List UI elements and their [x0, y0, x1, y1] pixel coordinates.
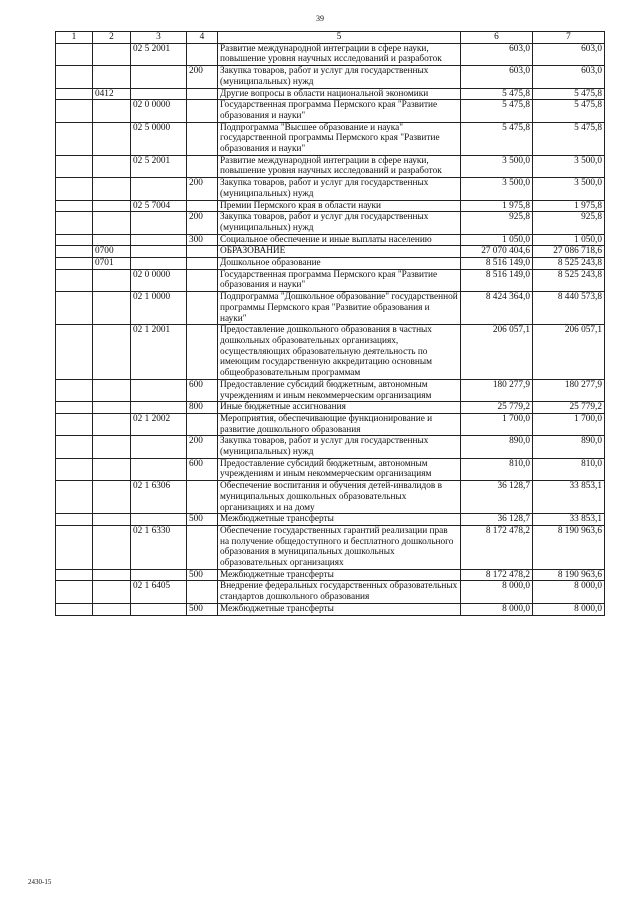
cell-subsection	[93, 458, 131, 480]
cell-target-code	[131, 66, 187, 88]
cell-amount-year-2: 1 050,0	[533, 234, 605, 246]
cell-amount-year-1: 5 475,8	[461, 88, 533, 100]
cell-amount-year-2: 8 000,0	[533, 581, 605, 603]
cell-amount-year-2: 603,0	[533, 66, 605, 88]
cell-subsection: 0701	[93, 258, 131, 270]
cell-section	[56, 525, 93, 569]
cell-amount-year-2: 5 475,8	[533, 100, 605, 122]
cell-expense-type	[187, 413, 218, 435]
header-col-3: 3	[131, 32, 187, 44]
cell-description: Социальное обеспечение и иные выплаты населению	[218, 234, 461, 246]
cell-target-code	[131, 178, 187, 200]
cell-description: Премии Пермского края в области науки	[218, 200, 461, 212]
cell-amount-year-1: 8 172 478,2	[461, 569, 533, 581]
cell-amount-year-2: 8 190 963,6	[533, 569, 605, 581]
cell-amount-year-2: 1 975,8	[533, 200, 605, 212]
table-row	[56, 269, 605, 291]
cell-expense-type	[187, 525, 218, 569]
table-row	[56, 481, 605, 514]
cell-expense-type	[187, 155, 218, 177]
table-row	[56, 525, 605, 569]
cell-subsection	[93, 155, 131, 177]
table-row	[56, 212, 605, 234]
cell-expense-type: 200	[187, 178, 218, 200]
cell-subsection	[93, 122, 131, 155]
table-row	[56, 413, 605, 435]
cell-section	[56, 402, 93, 414]
cell-target-code: 02 1 6330	[131, 525, 187, 569]
cell-amount-year-1: 5 475,8	[461, 122, 533, 155]
table-row	[56, 458, 605, 480]
cell-subsection	[93, 325, 131, 380]
cell-section	[56, 100, 93, 122]
cell-subsection	[93, 43, 131, 65]
cell-subsection	[93, 569, 131, 581]
cell-amount-year-2: 5 475,8	[533, 88, 605, 100]
cell-amount-year-1: 180 277,9	[461, 379, 533, 401]
cell-section	[56, 514, 93, 526]
cell-amount-year-2: 810,0	[533, 458, 605, 480]
cell-amount-year-1: 36 128,7	[461, 481, 533, 514]
cell-description: Закупка товаров, работ и услуг для государственных (муниципальных) нужд	[218, 178, 461, 200]
cell-amount-year-1: 1 700,0	[461, 413, 533, 435]
cell-section	[56, 246, 93, 258]
cell-subsection	[93, 402, 131, 414]
cell-expense-type: 200	[187, 212, 218, 234]
table-row	[56, 200, 605, 212]
cell-amount-year-2: 33 853,1	[533, 481, 605, 514]
cell-amount-year-1: 8 172 478,2	[461, 525, 533, 569]
cell-subsection	[93, 603, 131, 615]
cell-description: Предоставление субсидий бюджетным, автономным учреждениям и иным некоммерческим организациям	[218, 458, 461, 480]
page-number: 39	[316, 14, 324, 23]
cell-expense-type: 600	[187, 379, 218, 401]
cell-amount-year-2: 180 277,9	[533, 379, 605, 401]
cell-description: Межбюджетные трансферты	[218, 603, 461, 615]
cell-section	[56, 258, 93, 270]
cell-amount-year-1: 206 057,1	[461, 325, 533, 380]
table-row	[56, 234, 605, 246]
cell-subsection	[93, 514, 131, 526]
cell-description: Межбюджетные трансферты	[218, 569, 461, 581]
cell-section	[56, 200, 93, 212]
cell-description: Предоставление субсидий бюджетным, автономным учреждениям и иным некоммерческим организациям	[218, 379, 461, 401]
cell-description: Развитие международной интеграции в сфере науки, повышение уровня научных исследований и разработок	[218, 155, 461, 177]
cell-amount-year-2: 33 853,1	[533, 514, 605, 526]
cell-amount-year-2: 925,8	[533, 212, 605, 234]
cell-subsection: 0412	[93, 88, 131, 100]
cell-expense-type	[187, 88, 218, 100]
cell-expense-type	[187, 581, 218, 603]
cell-expense-type	[187, 258, 218, 270]
cell-description: Внедрение федеральных государственных образовательных стандартов дошкольного образования	[218, 581, 461, 603]
table-row	[56, 603, 605, 615]
cell-expense-type: 500	[187, 603, 218, 615]
cell-section	[56, 436, 93, 458]
cell-target-code: 02 1 6405	[131, 581, 187, 603]
cell-amount-year-1: 8 424 364,0	[461, 292, 533, 325]
cell-expense-type	[187, 269, 218, 291]
cell-subsection	[93, 178, 131, 200]
header-col-4: 4	[187, 32, 218, 44]
header-col-7: 7	[533, 32, 605, 44]
cell-amount-year-2: 27 086 718,6	[533, 246, 605, 258]
cell-target-code	[131, 514, 187, 526]
cell-section	[56, 292, 93, 325]
cell-amount-year-1: 5 475,8	[461, 100, 533, 122]
cell-expense-type: 500	[187, 514, 218, 526]
cell-amount-year-2: 3 500,0	[533, 178, 605, 200]
cell-subsection	[93, 481, 131, 514]
cell-subsection: 0700	[93, 246, 131, 258]
cell-subsection	[93, 436, 131, 458]
cell-description: Предоставление дошкольного образования в частных дошкольных образовательных организациях, осуществляющих образовательную деятельность по имеющим государственную аккредитацию основным общеобразовательным программам	[218, 325, 461, 380]
table-body	[56, 43, 605, 615]
cell-expense-type: 600	[187, 458, 218, 480]
cell-target-code	[131, 569, 187, 581]
cell-amount-year-1: 603,0	[461, 43, 533, 65]
cell-amount-year-1: 8 000,0	[461, 603, 533, 615]
cell-amount-year-1: 8 000,0	[461, 581, 533, 603]
cell-section	[56, 43, 93, 65]
cell-description: Государственная программа Пермского края "Развитие образования и науки"	[218, 100, 461, 122]
header-col-5: 5	[218, 32, 461, 44]
cell-target-code: 02 1 2002	[131, 413, 187, 435]
table-row	[56, 155, 605, 177]
cell-amount-year-1: 25 779,2	[461, 402, 533, 414]
table-header-row	[56, 32, 605, 44]
table-row	[56, 514, 605, 526]
cell-amount-year-1: 3 500,0	[461, 155, 533, 177]
cell-expense-type	[187, 100, 218, 122]
cell-description: Другие вопросы в области национальной экономики	[218, 88, 461, 100]
document-code: 2430-15	[28, 878, 52, 886]
cell-amount-year-2: 3 500,0	[533, 155, 605, 177]
cell-section	[56, 88, 93, 100]
cell-section	[56, 269, 93, 291]
cell-description: Закупка товаров, работ и услуг для государственных (муниципальных) нужд	[218, 212, 461, 234]
cell-amount-year-2: 890,0	[533, 436, 605, 458]
cell-subsection	[93, 581, 131, 603]
cell-description: Межбюджетные трансферты	[218, 514, 461, 526]
cell-section	[56, 178, 93, 200]
cell-description: Иные бюджетные ассигнования	[218, 402, 461, 414]
cell-expense-type	[187, 122, 218, 155]
table-row	[56, 246, 605, 258]
table-row	[56, 88, 605, 100]
cell-target-code: 02 0 0000	[131, 100, 187, 122]
cell-section	[56, 234, 93, 246]
table-row	[56, 66, 605, 88]
table-row	[56, 436, 605, 458]
cell-description: Подпрограмма "Высшее образование и наука" государственной программы Пермского края "Развитие образования и науки"	[218, 122, 461, 155]
cell-amount-year-1: 603,0	[461, 66, 533, 88]
cell-expense-type	[187, 43, 218, 65]
budget-table	[55, 31, 605, 616]
cell-description: Обеспечение государственных гарантий реализации прав на получение общедоступного и бесплатного дошкольного образования в муниципальных дошкольных образовательных организациях	[218, 525, 461, 569]
cell-amount-year-2: 603,0	[533, 43, 605, 65]
cell-subsection	[93, 234, 131, 246]
cell-description: Развитие международной интеграции в сфере науки, повышение уровня научных исследований и разработок	[218, 43, 461, 65]
cell-section	[56, 569, 93, 581]
cell-description: ОБРАЗОВАНИЕ	[218, 246, 461, 258]
cell-amount-year-1: 3 500,0	[461, 178, 533, 200]
cell-amount-year-2: 8 525 243,8	[533, 269, 605, 291]
cell-amount-year-1: 27 070 404,6	[461, 246, 533, 258]
cell-target-code	[131, 246, 187, 258]
cell-expense-type: 800	[187, 402, 218, 414]
cell-target-code	[131, 234, 187, 246]
header-col-6: 6	[461, 32, 533, 44]
cell-description: Обеспечение воспитания и обучения детей-инвалидов в муниципальных дошкольных образовательных организациях и на дому	[218, 481, 461, 514]
header-col-2: 2	[93, 32, 131, 44]
cell-target-code	[131, 88, 187, 100]
table-row	[56, 100, 605, 122]
cell-target-code: 02 5 7004	[131, 200, 187, 212]
cell-target-code: 02 1 2001	[131, 325, 187, 380]
header-col-1: 1	[56, 32, 93, 44]
cell-section	[56, 122, 93, 155]
cell-subsection	[93, 66, 131, 88]
cell-amount-year-1: 8 516 149,0	[461, 269, 533, 291]
cell-subsection	[93, 413, 131, 435]
cell-target-code	[131, 603, 187, 615]
cell-amount-year-2: 25 779,2	[533, 402, 605, 414]
table-row	[56, 402, 605, 414]
cell-target-code: 02 5 2001	[131, 155, 187, 177]
cell-amount-year-1: 1 050,0	[461, 234, 533, 246]
cell-section	[56, 212, 93, 234]
cell-expense-type	[187, 200, 218, 212]
cell-section	[56, 155, 93, 177]
cell-description: Государственная программа Пермского края "Развитие образования и науки"	[218, 269, 461, 291]
cell-target-code: 02 5 0000	[131, 122, 187, 155]
cell-expense-type: 200	[187, 436, 218, 458]
cell-target-code	[131, 458, 187, 480]
cell-amount-year-1: 8 516 149,0	[461, 258, 533, 270]
cell-section	[56, 481, 93, 514]
cell-section	[56, 66, 93, 88]
cell-section	[56, 413, 93, 435]
cell-amount-year-2: 8 525 243,8	[533, 258, 605, 270]
cell-target-code: 02 0 0000	[131, 269, 187, 291]
cell-section	[56, 603, 93, 615]
cell-subsection	[93, 292, 131, 325]
table-row	[56, 379, 605, 401]
cell-amount-year-2: 8 190 963,6	[533, 525, 605, 569]
cell-amount-year-2: 8 440 573,8	[533, 292, 605, 325]
cell-amount-year-1: 36 128,7	[461, 514, 533, 526]
cell-description: Подпрограмма "Дошкольное образование" государственной программы Пермского края "Развитие образования и науки"	[218, 292, 461, 325]
table-row	[56, 258, 605, 270]
cell-subsection	[93, 379, 131, 401]
cell-target-code: 02 1 0000	[131, 292, 187, 325]
cell-section	[56, 325, 93, 380]
cell-amount-year-1: 1 975,8	[461, 200, 533, 212]
cell-subsection	[93, 212, 131, 234]
cell-amount-year-1: 810,0	[461, 458, 533, 480]
cell-target-code: 02 5 2001	[131, 43, 187, 65]
cell-subsection	[93, 200, 131, 212]
cell-target-code	[131, 402, 187, 414]
cell-expense-type: 500	[187, 569, 218, 581]
cell-amount-year-1: 925,8	[461, 212, 533, 234]
cell-target-code: 02 1 6306	[131, 481, 187, 514]
cell-amount-year-2: 5 475,8	[533, 122, 605, 155]
cell-description: Закупка товаров, работ и услуг для государственных (муниципальных) нужд	[218, 66, 461, 88]
cell-subsection	[93, 525, 131, 569]
cell-expense-type	[187, 481, 218, 514]
table-row	[56, 122, 605, 155]
cell-amount-year-1: 890,0	[461, 436, 533, 458]
cell-expense-type: 300	[187, 234, 218, 246]
cell-description: Дошкольное образование	[218, 258, 461, 270]
cell-target-code	[131, 212, 187, 234]
cell-description: Закупка товаров, работ и услуг для государственных (муниципальных) нужд	[218, 436, 461, 458]
cell-section	[56, 379, 93, 401]
cell-target-code	[131, 258, 187, 270]
table-row	[56, 178, 605, 200]
cell-expense-type: 200	[187, 66, 218, 88]
cell-description: Мероприятия, обеспечивающие функционирование и развитие дошкольного образования	[218, 413, 461, 435]
cell-target-code	[131, 436, 187, 458]
table-row	[56, 325, 605, 380]
cell-amount-year-2: 8 000,0	[533, 603, 605, 615]
cell-section	[56, 581, 93, 603]
table-row	[56, 292, 605, 325]
table-row	[56, 43, 605, 65]
table-row	[56, 569, 605, 581]
cell-section	[56, 458, 93, 480]
cell-target-code	[131, 379, 187, 401]
cell-expense-type	[187, 325, 218, 380]
cell-expense-type	[187, 246, 218, 258]
cell-amount-year-2: 206 057,1	[533, 325, 605, 380]
cell-subsection	[93, 269, 131, 291]
cell-expense-type	[187, 292, 218, 325]
cell-subsection	[93, 100, 131, 122]
table-row	[56, 581, 605, 603]
cell-amount-year-2: 1 700,0	[533, 413, 605, 435]
